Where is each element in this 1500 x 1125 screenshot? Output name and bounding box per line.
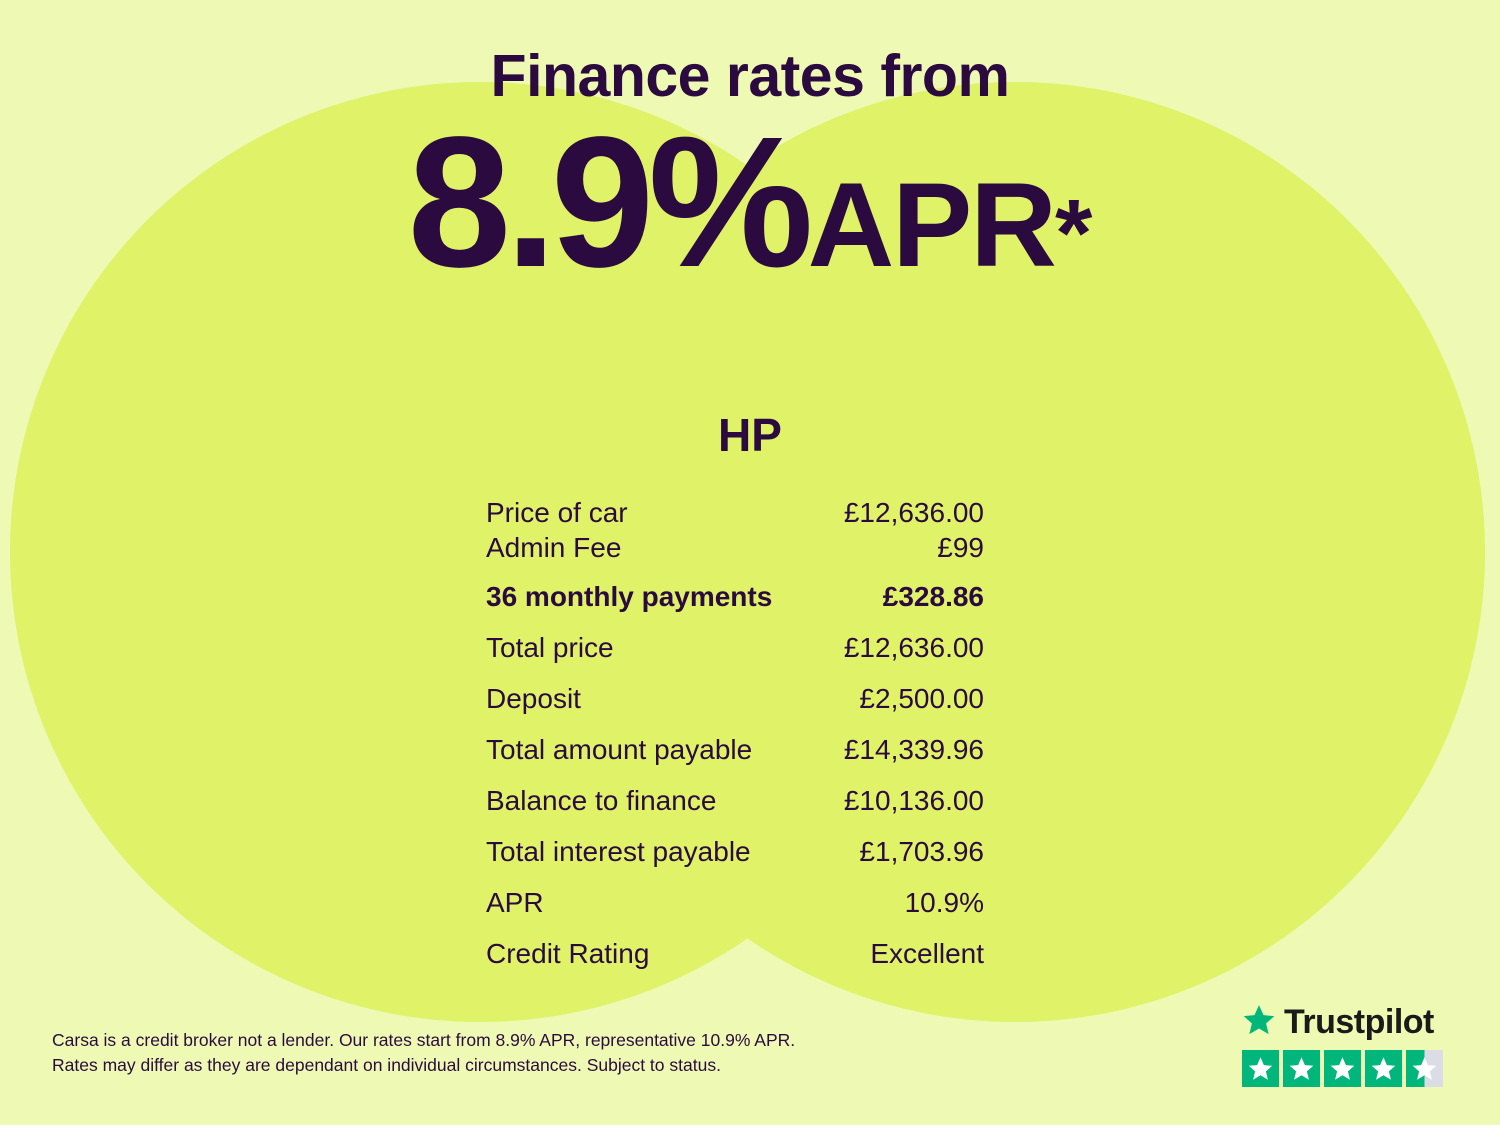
table-row bbox=[486, 681, 984, 716]
row-label: Total interest payable bbox=[486, 836, 751, 867]
trustpilot-rating[interactable] bbox=[1242, 1003, 1452, 1087]
row-value: £10,136.00 bbox=[843, 785, 984, 816]
table-row bbox=[486, 630, 984, 665]
row-label: Credit Rating bbox=[486, 938, 650, 969]
row-value: 10.9% bbox=[904, 887, 984, 918]
table-row-monthly-payments bbox=[486, 579, 984, 614]
row-label: Admin Fee bbox=[486, 532, 622, 563]
star-icon-filled bbox=[1283, 1050, 1320, 1087]
finance-plan-title: HP bbox=[718, 409, 782, 461]
row-value: £1,703.96 bbox=[859, 836, 984, 867]
legal-disclaimer bbox=[52, 1028, 832, 1079]
apr-asterisk: * bbox=[1054, 180, 1093, 287]
apr-headline bbox=[0, 99, 1500, 306]
table-row bbox=[486, 834, 984, 869]
disclaimer-line-1: Carsa is a credit broker not a lender. Our rates start from 8.9% APR, representative 10.9% APR. bbox=[52, 1030, 796, 1050]
disclaimer-line-2: Rates may differ as they are dependant on individual circumstances. Subject to status. bbox=[52, 1055, 721, 1076]
finance-breakdown-table bbox=[486, 495, 984, 971]
row-label: Total price bbox=[486, 632, 614, 663]
apr-label: APR bbox=[807, 158, 1055, 292]
row-value: Excellent bbox=[870, 938, 984, 969]
trustpilot-star-icon bbox=[1242, 1003, 1276, 1042]
row-label: Balance to finance bbox=[486, 785, 717, 816]
row-value: £12,636.00 bbox=[843, 632, 984, 663]
star-icon-half bbox=[1406, 1050, 1443, 1087]
star-icon-filled bbox=[1365, 1050, 1402, 1087]
table-row bbox=[486, 783, 984, 818]
star-icon-filled bbox=[1242, 1050, 1279, 1087]
table-row bbox=[486, 495, 984, 530]
table-row bbox=[486, 530, 984, 565]
trustpilot-stars bbox=[1242, 1050, 1452, 1087]
row-value: £2,500.00 bbox=[859, 683, 984, 714]
page-title: Finance rates from bbox=[490, 43, 1010, 109]
row-value: £12,636.00 bbox=[843, 497, 984, 528]
row-value: £328.86 bbox=[882, 581, 984, 612]
table-row bbox=[486, 885, 984, 920]
trustpilot-wordmark: Trustpilot bbox=[1284, 1003, 1434, 1041]
row-label: 36 monthly payments bbox=[486, 581, 773, 612]
row-value: £99 bbox=[937, 532, 984, 563]
table-row bbox=[486, 732, 984, 767]
star-icon-filled bbox=[1324, 1050, 1361, 1087]
apr-rate-value: 8.9% bbox=[407, 99, 808, 306]
table-row bbox=[486, 936, 984, 971]
row-value: £14,339.96 bbox=[843, 734, 984, 765]
row-label: Deposit bbox=[486, 683, 581, 714]
row-label: Total amount payable bbox=[486, 734, 753, 765]
row-label: Price of car bbox=[486, 497, 628, 528]
trustpilot-header bbox=[1242, 1003, 1452, 1042]
row-label: APR bbox=[486, 887, 544, 918]
